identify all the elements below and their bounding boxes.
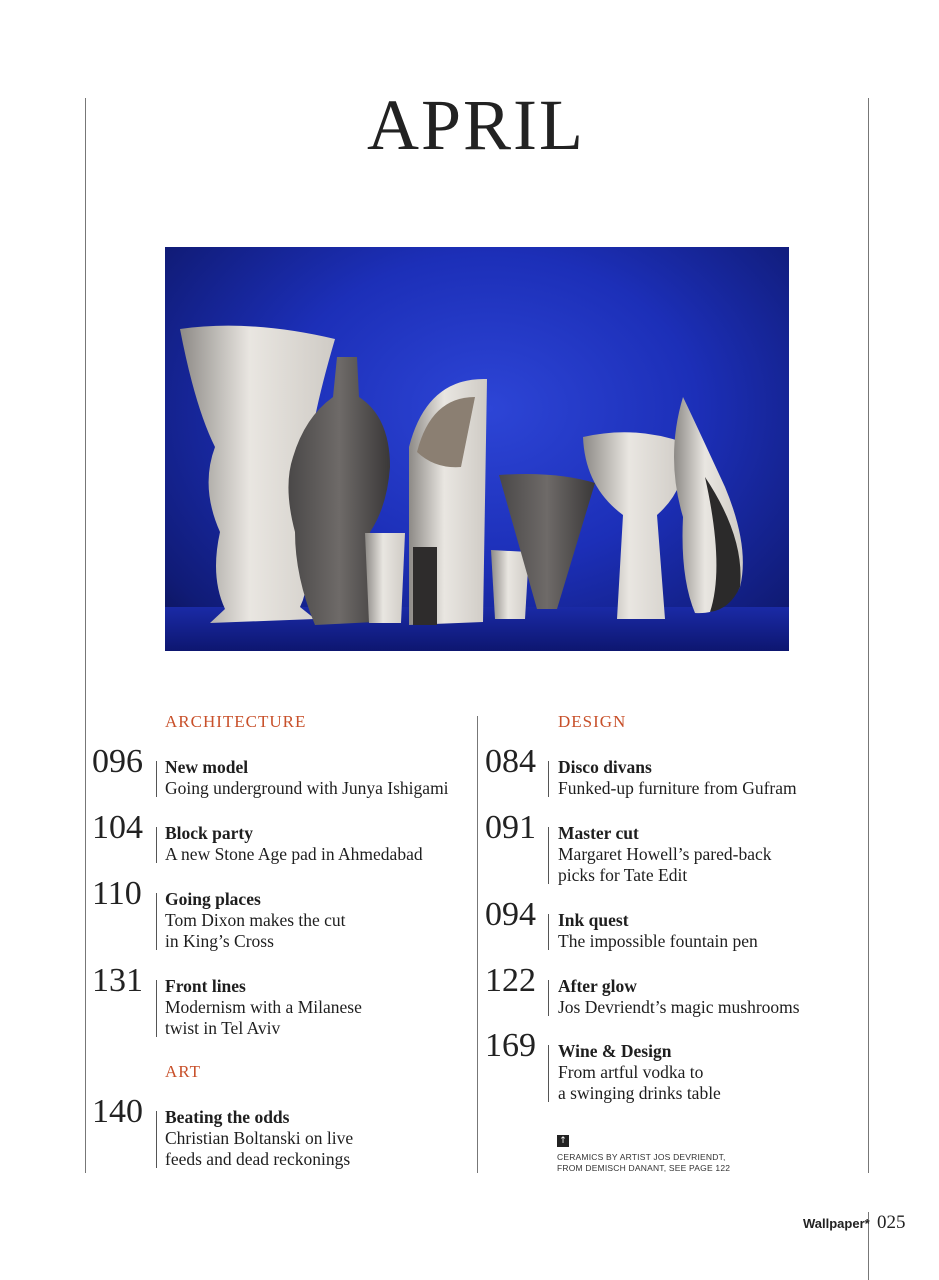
entry-headline: Going places (165, 889, 261, 909)
entry-divider (156, 893, 157, 950)
right-margin-rule (868, 98, 869, 1173)
photo-caption: CERAMICS BY ARTIST JOS DEVRIENDT, FROM DEMISCH DANANT, SEE PAGE 122 (557, 1152, 731, 1173)
entry-headline: Block party (165, 823, 253, 843)
entry-description: Margaret Howell’s pared-back picks for Tate Edit (558, 844, 772, 885)
arrow-up-icon: ↑ (557, 1135, 569, 1147)
entry-headline: Disco divans (558, 757, 652, 777)
left-margin-rule (85, 98, 86, 1173)
entry-divider (548, 980, 549, 1016)
entry-description: Christian Boltanski on live feeds and dead reckonings (165, 1128, 354, 1169)
page-folio: 025 (877, 1212, 906, 1233)
ceramics-photo (165, 247, 789, 651)
entry-description: A new Stone Age pad in Ahmedabad (165, 844, 423, 864)
entry-headline: Master cut (558, 823, 639, 843)
entry-headline: Wine & Design (558, 1041, 672, 1061)
page-number: 140 (92, 1093, 143, 1130)
section-heading-art: ART (165, 1062, 201, 1081)
page-number: 104 (92, 809, 143, 846)
entry-divider (548, 914, 549, 950)
entry-divider (548, 1045, 549, 1102)
page-number: 091 (485, 809, 536, 846)
section-heading-architecture: ARCHITECTURE (165, 712, 307, 731)
page-number: 084 (485, 743, 536, 780)
entry-divider (156, 980, 157, 1037)
entry-headline: After glow (558, 976, 637, 996)
entry-description: Modernism with a Milanese twist in Tel Aviv (165, 997, 362, 1038)
entry-headline: New model (165, 757, 249, 777)
section-heading-design: DESIGN (558, 712, 627, 731)
page-number: 169 (485, 1027, 536, 1064)
entry-headline: Front lines (165, 976, 246, 996)
page-number: 094 (485, 896, 536, 933)
page-title: APRIL (366, 85, 586, 165)
column-divider (477, 716, 478, 1173)
entry-description: From artful vodka to a swinging drinks table (558, 1062, 721, 1103)
entry-description: Funked-up furniture from Gufram (558, 778, 797, 798)
entry-headline: Ink quest (558, 910, 629, 930)
brand-logo: Wallpaper* (803, 1216, 870, 1231)
entry-headline: Beating the odds (165, 1107, 290, 1127)
entry-description: Jos Devriendt’s magic mushrooms (558, 997, 800, 1017)
page-number: 110 (92, 875, 142, 912)
entry-description: The impossible fountain pen (558, 931, 758, 951)
entry-divider (156, 827, 157, 863)
page-number: 131 (92, 962, 143, 999)
entry-divider (156, 761, 157, 797)
entry-divider (548, 761, 549, 797)
entry-description: Going underground with Junya Ishigami (165, 778, 449, 798)
page-number: 122 (485, 962, 536, 999)
entry-divider (156, 1111, 157, 1168)
entry-description: Tom Dixon makes the cut in King’s Cross (165, 910, 346, 951)
entry-divider (548, 827, 549, 884)
page-number: 096 (92, 743, 143, 780)
